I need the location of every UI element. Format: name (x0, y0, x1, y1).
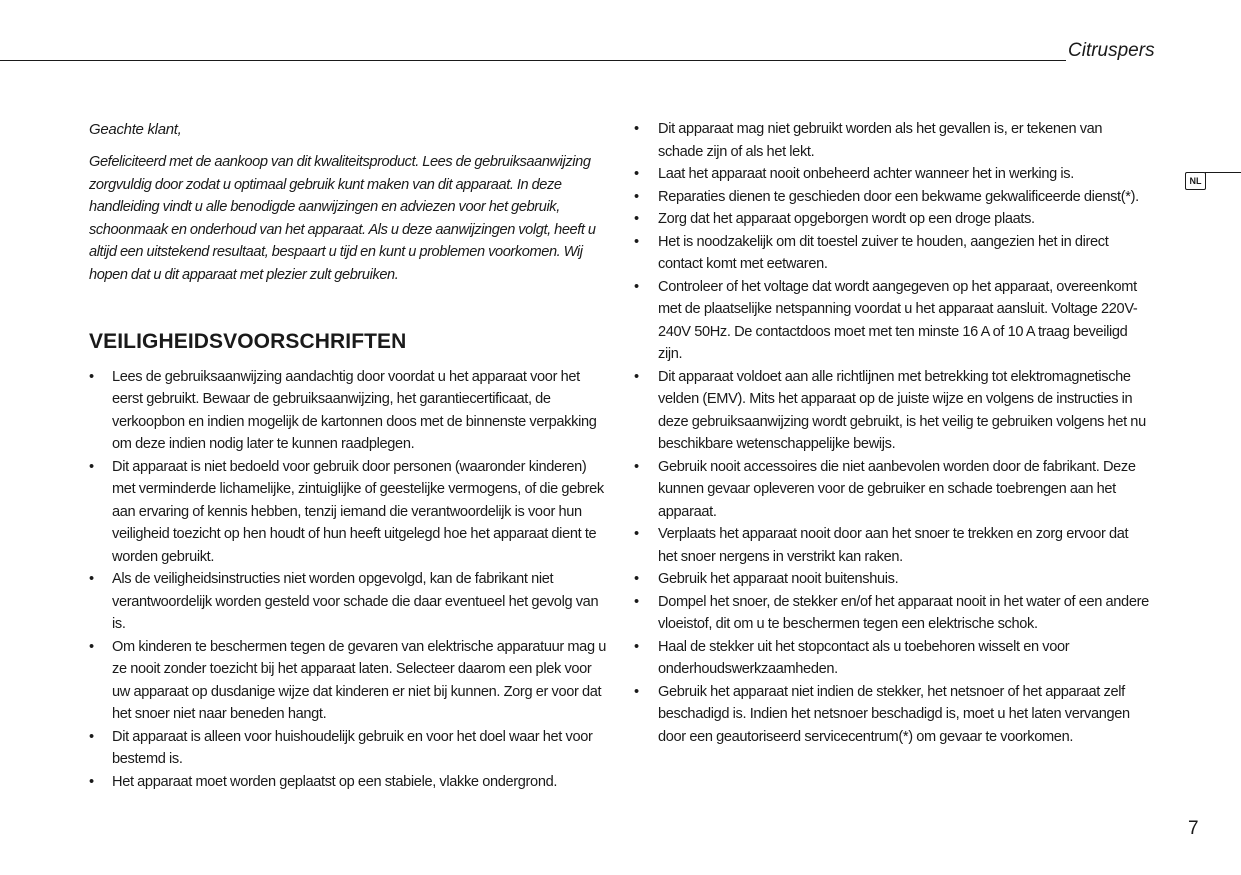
safety-item-text: Gebruik nooit accessoires die niet aanbevolen worden door de fabrikant. Deze kunnen gevaar opleveren voor de gebruiker en schade toebrengen aan het apparaat. (658, 458, 1136, 520)
safety-item-text: Als de veiligheidsinstructies niet worden opgevolgd, kan de fabrikant niet verantwoordelijk worden gesteld voor schade die daar eventueel het gevolg van is. (112, 571, 599, 633)
safety-item-text: Dit apparaat voldoet aan alle richtlijnen met betrekking tot elektromagnetische velden (EMV). Mits het apparaat op de juiste wijze en volgens de instructies in deze gebruiksaanwijzing wordt gebruikt, is het veilig te gebruiken volgens het nu beschikbare wetenschappelijke bewijs. (658, 368, 1146, 452)
safety-item-text: Het apparaat moet worden geplaatst op een stabiele, vlakke ondergrond. (112, 773, 558, 790)
bullet-dot: • (634, 121, 639, 137)
safety-list-item (634, 276, 1149, 366)
bullet-dot: • (634, 571, 639, 587)
safety-list-item (89, 568, 607, 636)
intro-paragraph: Gefeliciteerd met de aankoop van dit kwaliteitsproduct. Lees de gebruiksaanwijzing zorgvuldig door zodat u optimaal gebruik kunt maken van dit apparaat. In deze handleiding vindt u alle benodigde aanwijzingen en adviezen voor het gebruik, schoonmaak en onderhoud van het apparaat. Als u deze aanwijzingen volgt, heeft u altijd een uitstekend resultaat, bespaart u tijd en kunt u problemen voorkomen. Wij hopen dat u dit apparaat met plezier zult gebruiken. (89, 154, 596, 283)
greeting: Geachte klant, (89, 121, 182, 138)
safety-item-text: Zorg dat het apparaat opgeborgen wordt op een droge plaats. (658, 211, 1035, 227)
bullet-dot: • (634, 233, 639, 250)
bullet-dot: • (634, 278, 639, 295)
safety-item-text: Reparaties dienen te geschieden door een bekwame gekwalificeerde dienst(*). (658, 188, 1139, 205)
safety-list-item (634, 568, 1149, 591)
bullet-dot: • (634, 211, 639, 227)
safety-item-text: Dit apparaat is niet bedoeld voor gebruik door personen (waaronder kinderen) met verminderde lichamelijke, zintuiglijke of geestelijke vermogens, of die gebrek aan ervaring of kennis hebben, tenzij iemand die verantwoordelijk is voor hun veiligheid toezicht op hen houdt of hun heeft uitgelegd hoe het apparaat dient te worden gebruikt. (112, 458, 604, 565)
safety-list-item (634, 208, 1149, 231)
safety-list-item (89, 771, 607, 794)
bullet-dot: • (89, 368, 94, 385)
safety-list-item (634, 186, 1149, 209)
safety-item-text: Dompel het snoer, de stekker en/of het apparaat nooit in het water of een andere vloeistof, dit om u te beschermen tegen een elektrische schok. (658, 593, 1149, 632)
safety-item-text: Laat het apparaat nooit onbeheerd achter wanneer het in werking is. (658, 166, 1074, 182)
safety-list-item (634, 163, 1149, 186)
bullet-dot: • (634, 683, 639, 700)
safety-list-item (634, 636, 1149, 681)
safety-list-item (634, 591, 1149, 636)
safety-item-text: Controleer of het voltage dat wordt aangegeven op het apparaat, overeenkomt met de plaatselijke netspanning voordat u het apparaat aansluit. Voltage 220V-240V 50Hz. De contactdoos moet met ten minste 16 A of 10 A traag beveiligd zijn. (658, 278, 1138, 362)
bullet-dot: • (634, 638, 639, 655)
safety-list-item (634, 118, 1149, 163)
bullet-dot: • (89, 458, 94, 475)
safety-item-text: Gebruik het apparaat niet indien de stekker, het netsnoer of het apparaat zelf beschadigd is. Indien het netsnoer beschadigd is, moet u het laten vervangen door een geautoriseerd servicecentrum(*) om gevaar te voorkomen. (658, 683, 1130, 745)
safety-item-text: Dit apparaat mag niet gebruikt worden als het gevallen is, er tekenen van schade zijn of als het lekt. (658, 121, 1103, 160)
safety-list-left (89, 366, 607, 794)
safety-list-item (634, 523, 1149, 568)
safety-list-item (89, 456, 607, 569)
running-header-title: Citruspers (1068, 40, 1155, 61)
header-rule (0, 60, 1066, 61)
bullet-dot: • (634, 458, 639, 475)
language-badge: NL (1185, 172, 1206, 190)
bullet-dot: • (89, 728, 94, 745)
safety-list-item (89, 636, 607, 726)
safety-item-text: Dit apparaat is alleen voor huishoudelijk gebruik en voor het doel waar het voor bestemd is. (112, 728, 593, 768)
safety-list-item (634, 366, 1149, 456)
right-column (634, 118, 1149, 748)
bullet-dot: • (634, 593, 639, 610)
safety-item-text: Het is noodzakelijk om dit toestel zuiver te houden, aangezien het in direct contact komt met eetwaren. (658, 233, 1109, 272)
bullet-dot: • (634, 166, 639, 182)
safety-item-text: Verplaats het apparaat nooit door aan het snoer te trekken en zorg ervoor dat het snoer nergens in verstrikt kan raken. (658, 526, 1129, 565)
left-column (89, 118, 607, 793)
page-number: 7 (1188, 818, 1199, 839)
bullet-dot: • (89, 638, 94, 655)
safety-item-text: Haal de stekker uit het stopcontact als u toebehoren wisselt en voor onderhoudswerkzaamheden. (658, 638, 1070, 677)
safety-list-item (634, 231, 1149, 276)
bullet-dot: • (634, 188, 639, 205)
language-tab-line (1205, 172, 1241, 173)
safety-list-right (634, 118, 1149, 748)
bullet-dot: • (89, 571, 94, 588)
safety-item-text: Gebruik het apparaat nooit buitenshuis. (658, 571, 899, 587)
bullet-dot: • (89, 773, 94, 790)
safety-list-item (634, 456, 1149, 524)
bullet-dot: • (634, 526, 639, 542)
section-title: VEILIGHEIDSVOORSCHRIFTEN (89, 329, 407, 353)
safety-item-text: Lees de gebruiksaanwijzing aandachtig door voordat u het apparaat voor het eerst gebruikt. Bewaar de gebruiksaanwijzing, het garantiecertificaat, de verkoopbon en indien mogelijk de kartonnen doos met de binnenste verpakking om deze indien nodig later te kunnen raadplegen. (112, 368, 597, 453)
safety-item-text: Om kinderen te beschermen tegen de gevaren van elektrische apparatuur mag u ze nooit zonder toezicht bij het apparaat laten. Selecteer daarom een plek voor uw apparaat op dusdanige wijze dat kinderen er niet bij kunnen. Zorg er voor dat het snoer niet naar beneden hangt. (112, 638, 606, 723)
safety-list-item (634, 681, 1149, 749)
safety-list-item (89, 366, 607, 456)
bullet-dot: • (634, 368, 639, 385)
safety-list-item (89, 726, 607, 771)
language-tab (1185, 172, 1241, 190)
